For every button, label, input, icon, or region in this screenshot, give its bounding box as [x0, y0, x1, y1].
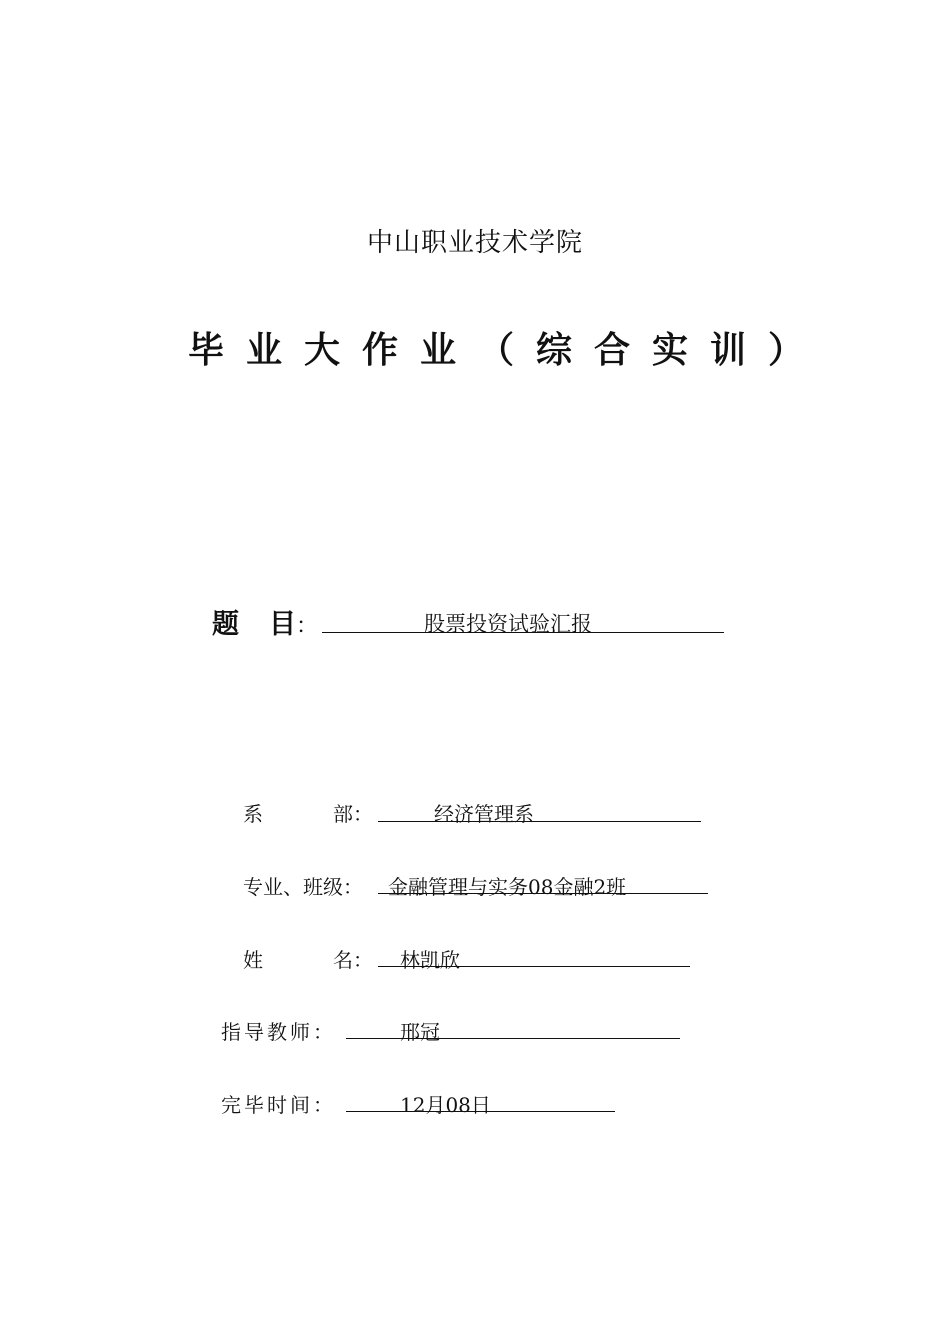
topic-label-second: 目	[269, 609, 296, 640]
major-class-value: 金融管理与实务08金融2班	[388, 875, 627, 899]
document-title: 毕业大作业（综合实训）	[188, 329, 827, 371]
department-label-first: 系	[243, 802, 263, 826]
major-class-label: 专业、班级：	[243, 875, 363, 899]
completion-time-label: 完毕时间：	[221, 1093, 336, 1117]
advisor-value: 邢冠	[400, 1020, 440, 1044]
completion-time-value: 12月08日	[400, 1093, 491, 1117]
topic-label-first: 题	[212, 609, 239, 640]
department-value: 经济管理系	[434, 802, 534, 826]
name-label-second: 名：	[333, 948, 373, 972]
topic-label	[212, 602, 318, 641]
department-underline	[378, 821, 701, 822]
topic-label-colon: ：	[296, 614, 319, 639]
name-label-first: 姓	[243, 948, 263, 972]
name-value: 林凯欣	[400, 948, 460, 972]
advisor-underline	[346, 1038, 680, 1039]
school-name: 中山职业技术学院	[366, 228, 583, 258]
topic-value: 股票投资试验汇报	[424, 612, 592, 636]
department-label-second: 部：	[333, 802, 373, 826]
advisor-label: 指导教师：	[221, 1020, 336, 1044]
